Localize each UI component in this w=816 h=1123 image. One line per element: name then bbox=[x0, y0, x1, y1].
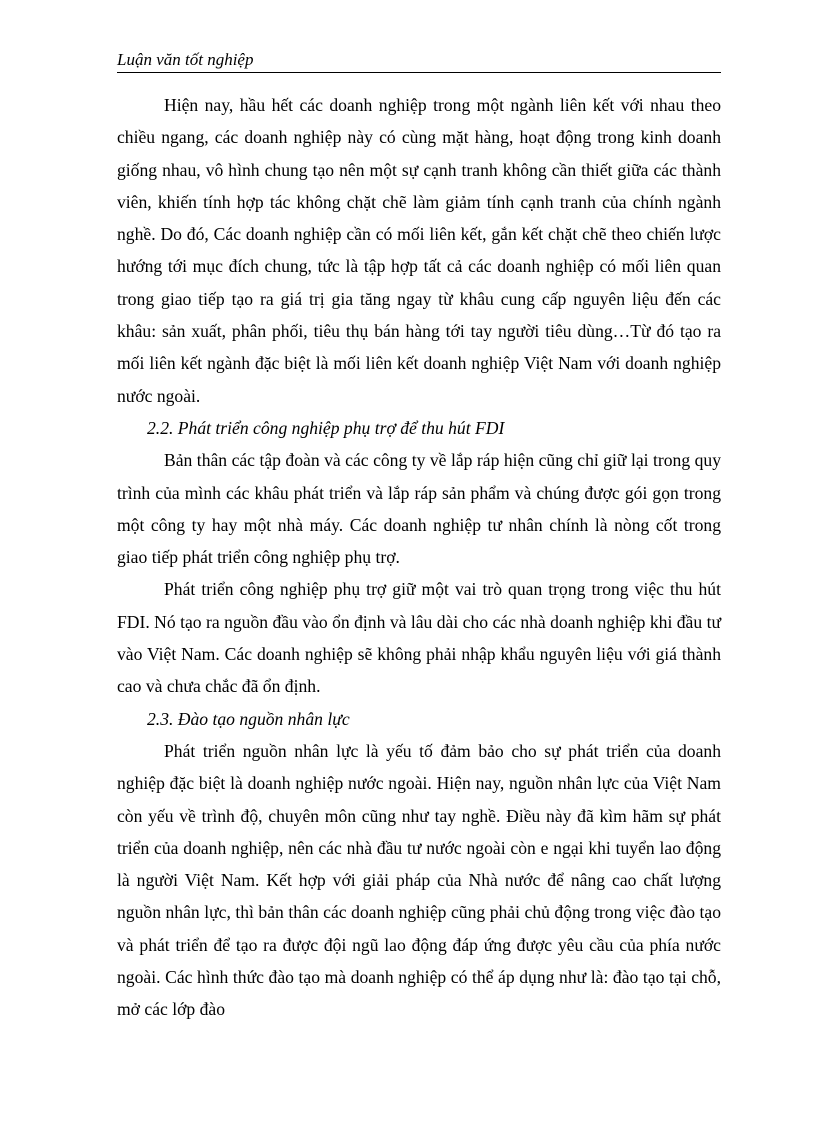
paragraph-supporting-industry: Phát triển công nghiệp phụ trợ giữ một vai trò quan trọng trong việc thu hút FDI. Nó tạo ra nguồn đầu vào ổn định và lâu dài cho các nhà doanh nghiệp khi đầu tư vào Việt Nam. Các doanh nghiệp sẽ không phải nhập khẩu nguyên liệu với giá thành cao và chưa chắc đã ổn định. bbox=[117, 579, 721, 697]
section-heading-2-2: 2.2. Phát triển công nghiệp phụ trợ để thu hút FDI bbox=[147, 417, 505, 438]
paragraph-assembly-companies: Bản thân các tập đoàn và các công ty về lắp ráp hiện cũng chỉ giữ lại trong quy trình của mình các khâu phát triển và lắp ráp sản phẩm và chúng được gói gọn trong một công ty hay một nhà máy. Các doanh nghiệp tư nhân chính là nòng cốt trong giao tiếp phát triển công nghiệp phụ trợ. bbox=[117, 450, 721, 568]
page-header bbox=[117, 50, 721, 73]
document-body bbox=[117, 89, 721, 1026]
paragraph-industry-linkage: Hiện nay, hầu hết các doanh nghiệp trong một ngành liên kết với nhau theo chiều ngang, các doanh nghiệp này có cùng mặt hàng, hoạt động trong kinh doanh giống nhau, vô hình chung tạo nên một sự cạnh tranh không cần thiết giữa các thành viên, khiến tính hợp tác không chặt chẽ làm giảm tính cạnh tranh của chính ngành nghề. Do đó, Các doanh nghiệp cần có mối liên kết, gắn kết chặt chẽ theo chiến lược hướng tới mục đích chung, tức là tập hợp tất cả các doanh nghiệp có mối liên quan trong giao tiếp tạo ra giá trị gia tăng ngay từ khâu cung cấp nguyên liệu đến các khâu: sản xuất, phân phối, tiêu thụ bán hàng tới tay người tiêu dùng…Từ đó tạo ra mối liên kết ngành đặc biệt là mối liên kết doanh nghiệp Việt Nam với doanh nghiệp nước ngoài. bbox=[117, 95, 721, 406]
paragraph-human-resources: Phát triển nguồn nhân lực là yếu tố đảm bảo cho sự phát triển của doanh nghiệp đặc biệt là doanh nghiệp nước ngoài. Hiện nay, nguồn nhân lực của Việt Nam còn yếu về trình độ, chuyên môn cũng như tay nghề. Điều này đã kìm hãm sự phát triển của doanh nghiệp, nên các nhà đầu tư nước ngoài còn e ngại khi tuyển lao động là người Việt Nam. Kết hợp với giải pháp của Nhà nước để nâng cao chất lượng nguồn nhân lực, thì bản thân các doanh nghiệp cũng phải chủ động trong việc đào tạo và phát triển để tạo ra được đội ngũ lao động đáp ứng được yêu cầu của phía nước ngoài. Các hình thức đào tạo mà doanh nghiệp có thể áp dụng như là: đào tạo tại chỗ, mở các lớp đào bbox=[117, 740, 721, 1020]
section-heading-2-3: 2.3. Đào tạo nguồn nhân lực bbox=[147, 708, 350, 729]
header-title: Luận văn tốt nghiệp bbox=[117, 50, 254, 69]
